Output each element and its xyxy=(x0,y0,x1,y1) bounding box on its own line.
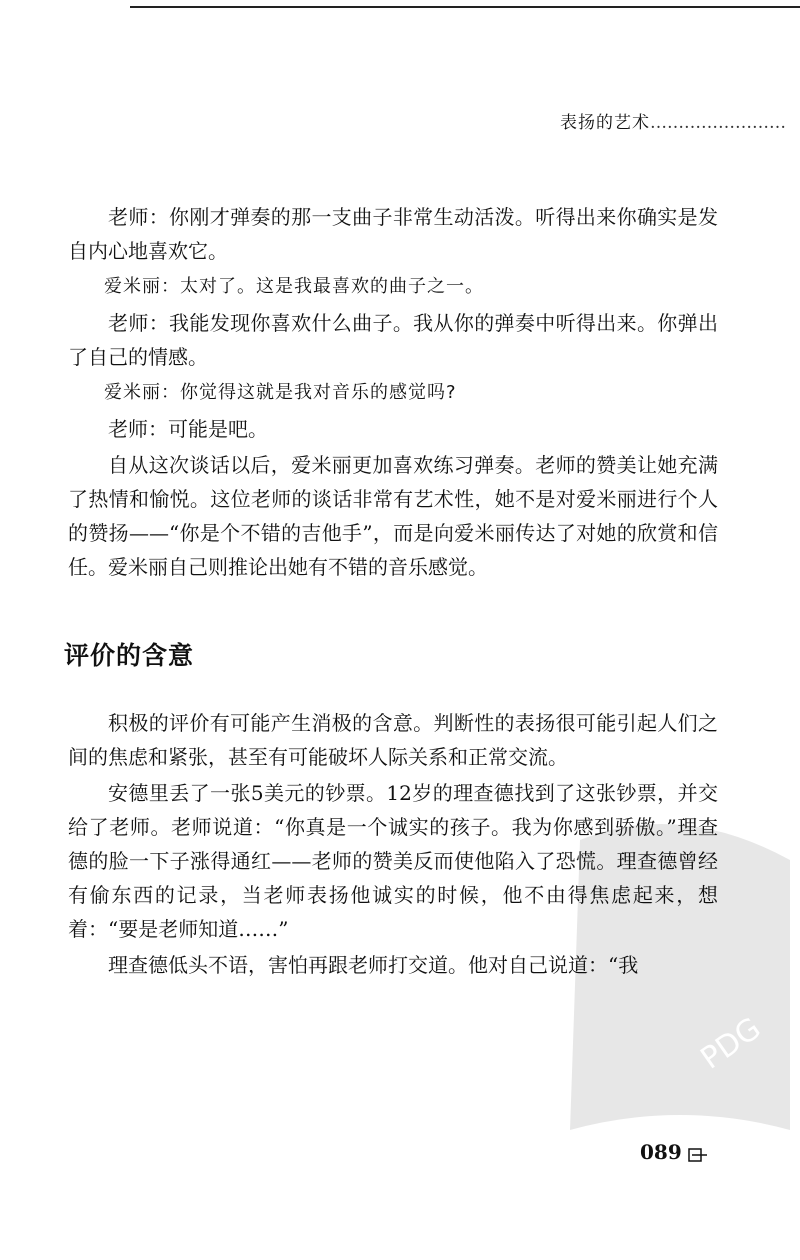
paragraph: 老师：可能是吧。 xyxy=(108,417,268,441)
paragraph-emily: 爱米丽：你觉得这就是我对音乐的感觉吗? xyxy=(104,382,457,403)
running-head-title: 表扬的艺术 xyxy=(560,113,650,133)
page-number xyxy=(640,1140,708,1164)
paragraph-emily: 爱米丽：太对了。这是我最喜欢的曲子之一。 xyxy=(104,276,484,297)
watermark-text: PDG xyxy=(694,1010,768,1077)
paragraph: 积极的评价有可能产生消极的含意。判断性的表扬很可能引起人们之间的焦虑和紧张，甚至有可能破坏人际关系和正常交流。 xyxy=(68,711,718,769)
page-number-value: 089 xyxy=(640,1140,682,1164)
top-rule xyxy=(130,6,800,8)
paragraph: 安德里丢了一张5美元的钞票。12岁的理查德找到了这张钞票，并交给了老师。老师说道：“你真是一个诚实的孩子。我为你感到骄傲。”理查德的脸一下子涨得通红——老师的赞美反而使他陷入了恐慌。理查德曾经有偷东西的记录，当老师表扬他诚实的时候，他不由得焦虑起来，想着：“要是老师知道……” xyxy=(68,781,718,941)
running-head xyxy=(560,108,800,133)
paragraph: 老师：我能发现你喜欢什么曲子。我从你的弹奏中听得出来。你弹出了自己的情感。 xyxy=(68,311,718,369)
running-head-dots: …………………… xyxy=(650,113,786,133)
section-heading: 评价的含意 xyxy=(64,641,195,670)
page-marker-icon xyxy=(688,1144,708,1160)
paragraph: 理查德低头不语，害怕再跟老师打交道。他对自己说道：“我 xyxy=(108,953,639,977)
page-body xyxy=(64,200,718,984)
paragraph: 老师：你刚才弹奏的那一支曲子非常生动活泼。听得出来你确实是发自内心地喜欢它。 xyxy=(68,205,718,263)
paragraph: 自从这次谈话以后，爱米丽更加喜欢练习弹奏。老师的赞美让她充满了热情和愉悦。这位老师的谈话非常有艺术性，她不是对爱米丽进行个人的赞扬——“你是个不错的吉他手”，而是向爱米丽传达了对她的欣赏和信任。爱米丽自己则推论出她有不错的音乐感觉。 xyxy=(68,453,718,579)
